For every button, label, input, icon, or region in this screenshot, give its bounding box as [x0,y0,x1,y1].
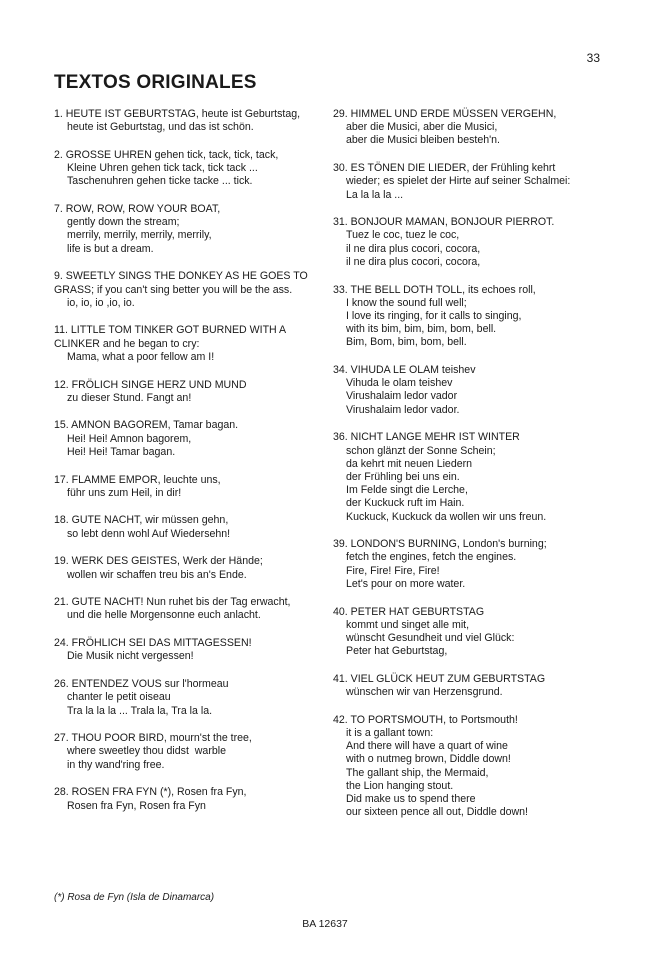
song-entry [54,203,324,256]
song-heading-line: 9. SWEETLY SINGS THE DONKEY AS HE GOES TO [54,270,308,283]
song-text-line: Tuez le coc, tuez le coc, [346,229,460,242]
song-entry [54,678,324,718]
song-heading-line: 2. GROSSE UHREN gehen tick, tack, tick, tack, [54,148,279,161]
song-heading-line: 33. THE BELL DOTH TOLL, its echoes roll, [333,283,536,296]
song-entry [333,673,603,699]
song-text-line: Kuckuck, Kuckuck da wollen wir uns freun. [346,510,547,523]
song-heading-line: 30. ES TÖNEN DIE LIEDER, der Frühling kehrt [333,162,556,175]
song-heading-line: 24. FRÖHLICH SEI DAS MITTAGESSEN! [54,637,252,650]
song-heading-line: 29. HIMMEL UND ERDE MÜSSEN VERGEHN, [333,108,557,120]
song-text-line: il ne dira plus cocori, cocora, [346,242,481,255]
song-text-line: Bim, Bom, bim, bom, bell. [346,336,467,349]
song-heading-line: 34. VIHUDA LE OLAM teishev [333,364,476,377]
song-entry [54,379,324,405]
song-text-line: Rosen fra Fyn, Rosen fra Fyn [67,799,206,812]
left-column [54,108,324,827]
song-text-line: fetch the engines, fetch the engines. [346,551,517,564]
song-entry [54,474,324,500]
song-heading-line: 15. AMNON BAGOREM, Tamar bagan. [54,419,239,432]
song-entry [54,637,324,663]
song-text-line: Virushalaim ledor vador. [346,403,460,416]
song-text-line: it is a gallant town: [346,727,434,740]
song-text-line: Vihuda le olam teishev [346,377,453,390]
song-heading-line: 40. PETER HAT GEBURTSTAG [333,605,485,618]
song-text-line: The gallant ship, the Mermaid, [346,766,489,779]
song-heading-line: 42. TO PORTSMOUTH, to Portsmouth! [333,713,518,726]
song-entry [54,514,324,540]
song-text-line: da kehrt mit neuen Liedern [346,457,473,470]
song-heading-line: 11. LITTLE TOM TINKER GOT BURNED WITH A [54,324,287,337]
song-heading-line: 39. LONDON'S BURNING, London's burning; [333,538,547,551]
song-text-line: Taschenuhren gehen ticke tacke ... tick. [67,175,253,188]
footnote: (*) Rosa de Fyn (Isla de Dinamarca) [54,892,215,903]
song-text-line: führ uns zum Heil, in dir! [67,486,182,499]
song-text-line: so lebt denn wohl Auf Wiedersehn! [67,527,231,540]
song-text-line: where sweetley thou didst warble [67,745,226,758]
song-entry [333,714,603,820]
song-heading-line: 41. VIEL GLÜCK HEUT ZUM GEBURTSTAG [333,672,546,685]
song-text-line: Hei! Hei! Amnon bagorem, [67,432,192,445]
song-text-line: aber die Musici bleiben besteh'n. [346,134,500,147]
song-heading-line: 31. BONJOUR MAMAN, BONJOUR PIERROT. [333,216,555,229]
footer-code: BA 12637 [302,918,348,930]
song-entry [333,216,603,269]
song-heading-line: 7. ROW, ROW, ROW YOUR BOAT, [54,203,221,216]
song-text-line: with its bim, bim, bim, bom, bell. [346,323,497,336]
song-heading-line: 21. GUTE NACHT! Nun ruhet bis der Tag erwacht, [54,596,291,609]
song-heading-line: 19. WERK DES GEISTES, Werk der Hände; [54,555,263,568]
song-text-line: io, io, io ,io, io. [67,296,135,309]
song-text-line: our sixteen pence all out, Diddle down! [346,806,528,819]
song-text-line: Kleine Uhren gehen tick tack, tick tack ... [67,162,258,175]
right-column [333,108,603,834]
song-text-line: und die helle Morgensonne euch anlacht. [67,609,261,622]
song-text-line: wünscht Gesundheit und viel Glück: [346,632,515,644]
song-text-line: Did make us to spend there [346,793,476,806]
song-entry [333,108,603,148]
song-entry [333,606,603,659]
song-heading-line: 17. FLAMME EMPOR, leuchte uns, [54,473,221,486]
page-title: TEXTOS ORIGINALES [54,72,257,93]
song-entry [54,149,324,189]
song-entry [54,555,324,581]
song-text-line: wieder; es spielet der Hirte auf seiner Schalmei: [346,175,571,188]
song-entry [54,324,324,364]
song-text-line: the Lion hanging stout. [346,779,454,792]
song-entry [333,364,603,417]
song-text-line: I love its ringing, for it calls to singing, [346,309,522,322]
song-text-line: heute ist Geburtstag, und das ist schön. [67,121,254,134]
song-entry [54,270,324,310]
song-text-line: zu dieser Stund. Fangt an! [67,391,192,404]
song-text-line: GRASS; if you can't sing better you will be the ass. [54,283,293,296]
song-entry [333,538,603,591]
song-heading-line: 36. NICHT LANGE MEHR IST WINTER [333,431,520,444]
song-text-line: wünschen wir van Herzensgrund. [346,686,503,699]
song-entry [333,431,603,523]
song-text-line: La la la la ... [346,188,404,201]
song-text-line: gently down the stream; [67,216,180,229]
song-text-line: schon glänzt der Sonne Schein; [346,444,496,457]
song-text-line: kommt und singet alle mit, [346,618,470,631]
song-text-line: life is but a dream. [67,242,154,255]
song-entry [54,786,324,812]
song-entry [54,596,324,622]
song-text-line: der Frühling bei uns ein. [346,470,460,483]
song-heading-line: 27. THOU POOR BIRD, mourn'st the tree, [54,732,252,745]
song-entry [333,162,603,202]
song-entry [54,419,324,459]
song-text-line: Im Felde singt die Lerche, [346,484,468,497]
song-text-line: Let's pour on more water. [346,577,466,590]
song-text-line: CLINKER and he began to cry: [54,337,200,350]
song-text-line: Die Musik nicht vergessen! [67,650,194,663]
song-entry [54,732,324,772]
song-text-line: Virushalaim ledor vador [346,390,458,403]
song-heading-line: 1. HEUTE IST GEBURTSTAG, heute ist Geburtstag, [54,108,301,120]
song-text-line: der Kuckuck ruft im Hain. [346,497,465,510]
song-text-line: aber die Musici, aber die Musici, [346,121,498,134]
song-text-line: merrily, merrily, merrily, merrily, [67,229,212,242]
song-heading-line: 26. ENTENDEZ VOUS sur l'hormeau [54,678,229,691]
song-text-line: Fire, Fire! Fire, Fire! [346,564,440,577]
song-text-line: And there will have a quart of wine [346,740,508,753]
song-text-line: Hei! Hei! Tamar bagan. [67,445,176,458]
song-text-line: chanter le petit oiseau [67,691,171,704]
song-text-line: Tra la la la ... Trala la, Tra la la. [67,704,213,717]
song-heading-line: 18. GUTE NACHT, wir müssen gehn, [54,514,229,527]
song-heading-line: 12. FRÖLICH SINGE HERZ UND MUND [54,378,247,391]
song-text-line: in thy wand'ring free. [67,758,165,771]
song-entry [54,108,324,134]
song-text-line: Mama, what a poor fellow am I! [67,350,215,363]
song-text-line: Peter hat Geburtstag, [346,645,448,658]
page-number: 33 [586,51,600,65]
song-text-line: wollen wir schaffen treu bis an's Ende. [67,568,247,581]
song-text-line: I know the sound full well; [346,296,467,309]
song-heading-line: 28. ROSEN FRA FYN (*), Rosen fra Fyn, [54,786,247,799]
song-entry [333,284,603,350]
song-text-line: il ne dira plus cocori, cocora, [346,255,481,268]
song-text-line: with o nutmeg brown, Diddle down! [346,753,511,766]
